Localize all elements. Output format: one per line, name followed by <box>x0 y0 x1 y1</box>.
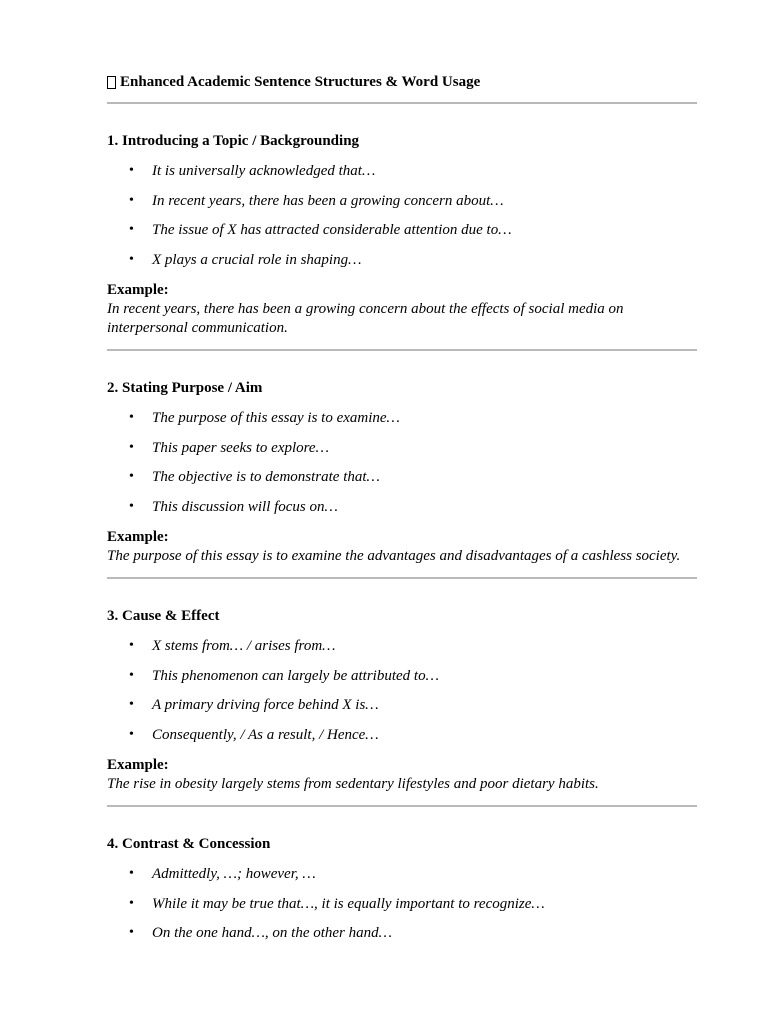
bullet-icon: • <box>129 925 134 940</box>
list-item <box>107 894 697 924</box>
list-item <box>107 636 697 666</box>
list-item <box>107 864 697 894</box>
phrase-text: Consequently, / As a result, / Hence… <box>152 726 379 743</box>
phrase-text: While it may be true that…, it is equally important to recognize… <box>152 895 545 912</box>
phrase-text: A primary driving force behind X is… <box>152 697 379 713</box>
bullet-icon: • <box>129 192 134 208</box>
section-introducing-topic <box>107 131 697 338</box>
phrase-text: The objective is to demonstrate that… <box>152 469 380 485</box>
bullet-icon: • <box>129 866 134 881</box>
title-divider <box>107 102 697 104</box>
section-stating-purpose <box>107 378 697 566</box>
list-item <box>107 191 697 221</box>
example-text: The purpose of this essay is to examine the advantages and disadvantages of a cashless society. <box>107 548 681 564</box>
phrase-text: Admittedly, …; however, … <box>152 866 316 882</box>
phrase-list <box>107 408 697 526</box>
phrase-text: On the one hand…, on the other hand… <box>152 925 392 941</box>
bullet-icon: • <box>129 667 134 683</box>
example-text: In recent years, there has been a growing concern about the effects of social media on interpersonal communication. <box>107 301 624 336</box>
bullet-icon: • <box>129 410 134 425</box>
list-item <box>107 923 697 953</box>
list-item <box>107 467 697 497</box>
bullet-icon: • <box>129 163 134 178</box>
section-divider <box>107 577 697 579</box>
phrase-text: This discussion will focus on… <box>152 498 338 515</box>
phrase-list <box>107 864 697 953</box>
phrase-text: The purpose of this essay is to examine… <box>152 410 400 426</box>
bullet-icon: • <box>129 439 134 455</box>
phrase-text: The issue of X has attracted considerable attention due to… <box>152 222 512 238</box>
bullet-icon: • <box>129 469 134 484</box>
phrase-list <box>107 161 697 279</box>
list-item <box>107 725 697 755</box>
phrase-text: X stems from… / arises from… <box>152 638 336 654</box>
section-heading: 4. Contrast & Concession <box>107 836 271 852</box>
phrase-text: This phenomenon can largely be attributed to… <box>152 667 439 684</box>
phrase-text: In recent years, there has been a growing concern about… <box>152 192 504 209</box>
section-cause-effect <box>107 606 697 794</box>
bullet-icon: • <box>129 251 134 267</box>
bullet-icon: • <box>129 726 134 742</box>
example-label: Example: <box>107 282 169 298</box>
section-contrast-concession <box>107 834 697 953</box>
example-label: Example: <box>107 529 169 545</box>
bullet-icon: • <box>129 895 134 911</box>
section-heading: 2. Stating Purpose / Aim <box>107 380 263 396</box>
example-text: The rise in obesity largely stems from sedentary lifestyles and poor dietary habits. <box>107 776 599 792</box>
bullet-icon: • <box>129 638 134 653</box>
phrase-list <box>107 636 697 754</box>
list-item <box>107 220 697 250</box>
bullet-icon: • <box>129 222 134 237</box>
example-label: Example: <box>107 757 169 773</box>
bullet-icon: • <box>129 498 134 514</box>
list-item <box>107 695 697 725</box>
bullet-icon: • <box>129 697 134 712</box>
list-item <box>107 161 697 191</box>
section-divider <box>107 349 697 351</box>
list-item <box>107 497 697 527</box>
list-item <box>107 438 697 468</box>
document-title-text: Enhanced Academic Sentence Structures & Word Usage <box>120 74 481 90</box>
section-heading: 3. Cause & Effect <box>107 608 220 624</box>
phrase-text: This paper seeks to explore… <box>152 439 329 456</box>
phrase-text: It is universally acknowledged that… <box>152 163 376 179</box>
phrase-text: X plays a crucial role in shaping… <box>152 251 362 268</box>
document-title <box>107 72 697 92</box>
section-divider <box>107 805 697 807</box>
document-page <box>107 72 697 953</box>
section-heading: 1. Introducing a Topic / Backgrounding <box>107 133 360 149</box>
list-item <box>107 250 697 280</box>
missing-glyph-icon <box>107 76 116 89</box>
list-item <box>107 408 697 438</box>
list-item <box>107 666 697 696</box>
